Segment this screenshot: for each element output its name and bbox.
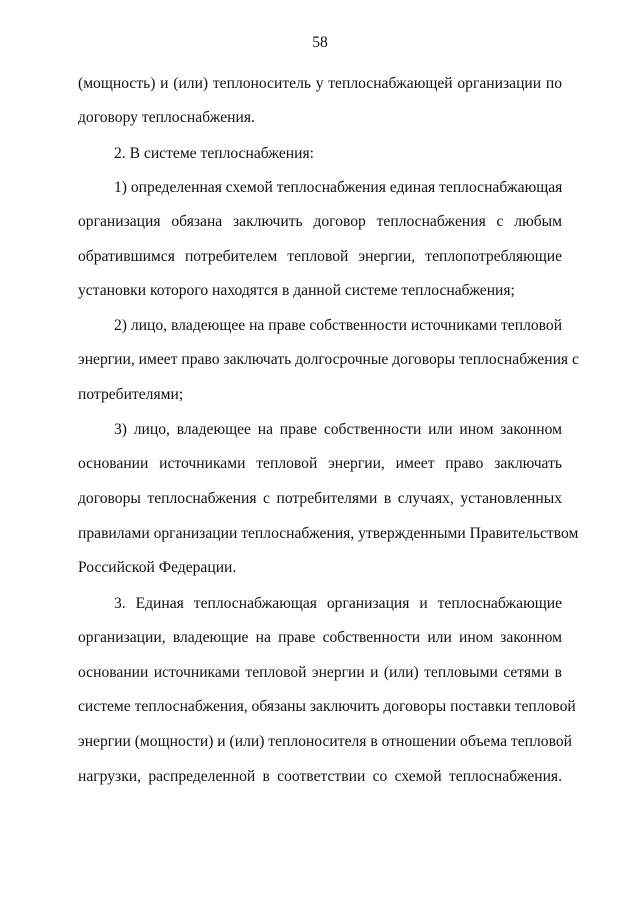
text-line: правилами организации теплоснабжения, утвержденными Правительством — [78, 525, 579, 542]
text-line: энергии, имеет право заключать долгосрочные договоры теплоснабжения с — [78, 351, 579, 368]
text-line: основании источниками тепловой энергии, имеет право заключать — [78, 455, 562, 472]
text-line: системе теплоснабжения, обязаны заключить договоры поставки тепловой — [78, 698, 576, 715]
text-line: (мощность) и (или) теплоноситель у теплоснабжающей организации по — [78, 75, 562, 92]
text-line: основании источниками тепловой энергии и (или) тепловыми сетями в — [78, 664, 562, 681]
text-line: обратившимся потребителем тепловой энергии, теплопотребляющие — [78, 248, 562, 265]
text-line: установки которого находятся в данной системе теплоснабжения; — [78, 282, 515, 299]
text-line: Российской Федерации. — [78, 559, 237, 576]
text-line: 1) определенная схемой теплоснабжения единая теплоснабжающая — [114, 179, 563, 196]
text-line: энергии (мощности) и (или) теплоносителя в отношении объема тепловой — [78, 733, 572, 750]
text-line: договоры теплоснабжения с потребителями в случаях, установленных — [78, 490, 562, 507]
page-number: 58 — [312, 34, 328, 51]
text-line: потребителями; — [78, 386, 184, 403]
text-line: договору теплоснабжения. — [78, 109, 255, 126]
text-line: нагрузки, распределенной в соответствии со схемой теплоснабжения. — [78, 768, 562, 785]
text-line: 2) лицо, владеющее на праве собственности источниками тепловой — [114, 317, 563, 334]
text-line: 3) лицо, владеющее на праве собственности или ином законном — [114, 421, 562, 438]
text-line: организации, владеющие на праве собственности или ином законном — [78, 629, 562, 646]
text-line: 3. Единая теплоснабжающая организация и теплоснабжающие — [114, 595, 562, 612]
section-heading: 2. В системе теплоснабжения: — [114, 145, 314, 162]
text-line: организация обязана заключить договор теплоснабжения с любым — [78, 213, 562, 230]
